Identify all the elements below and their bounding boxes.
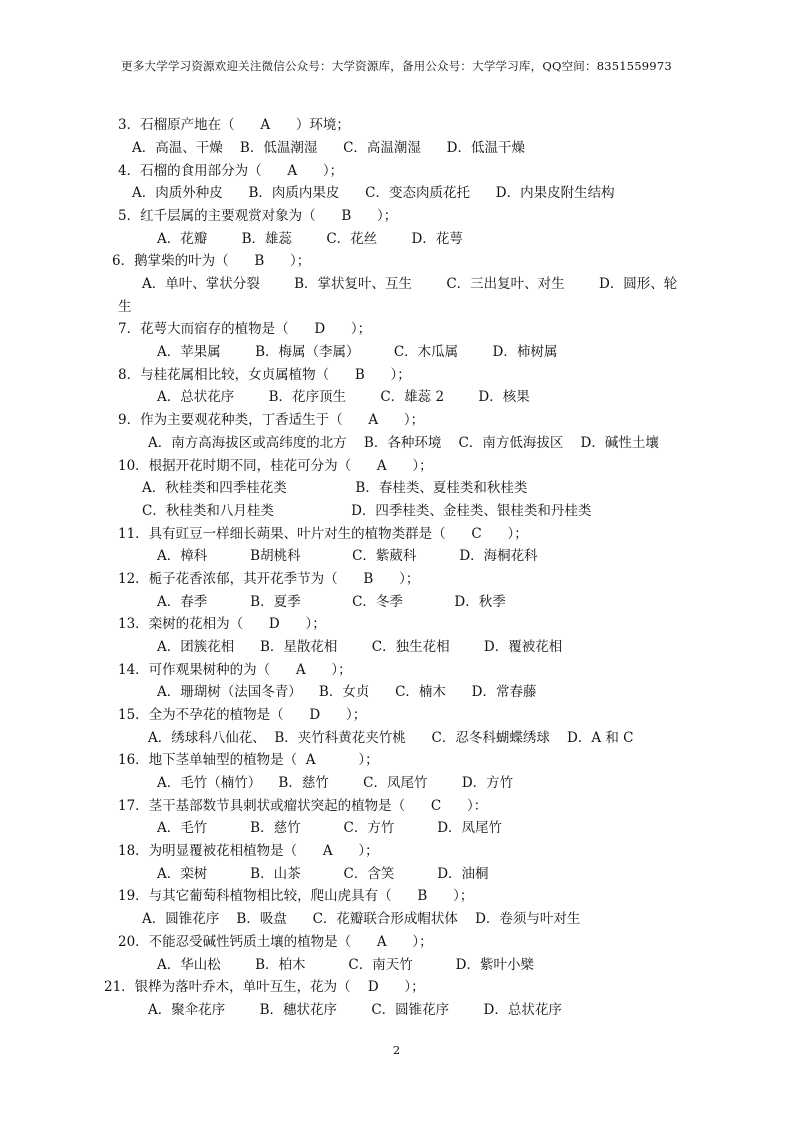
question-16: 16．地下茎单轴型的植物是（ A ）；: [118, 752, 379, 768]
question-14: 14．可作观果树种的为（ A ）；: [118, 662, 352, 678]
options-13: A．团簇花相 B．星散花相 C．独生花相 D．覆被花相: [157, 639, 563, 655]
options-5: A．花瓣 B．雄蕊 C．花丝 D．花萼: [157, 231, 463, 247]
question-21: 21．银桦为落叶乔木，单叶互生，花为（ D ）；: [104, 979, 425, 995]
options-18: A．栾树 B．山茶 C．含笑 D．油桐: [157, 866, 489, 882]
options-21: A．聚伞花序 B．穗状花序 C．圆锥花序 D．总状花序: [148, 1002, 562, 1018]
question-4: 4．石榴的食用部分为（ A ）；: [118, 163, 344, 179]
options-17: A．毛竹 B．慈竹 C．方竹 D．凤尾竹: [157, 820, 503, 836]
options-4: A．肉质外种皮 B．肉质内果皮 C．变态肉质花托 D．内果皮附生结构: [132, 185, 615, 201]
options-14: A．珊瑚树（法国冬青） B．女贞 C．楠木 D．常春藤: [157, 684, 537, 700]
options-20: A．华山松 B．柏木 C．南天竹 D．紫叶小檗: [157, 957, 534, 973]
options-16: A．毛竹（楠竹） B．慈竹 C．凤尾竹 D．方竹: [157, 775, 514, 791]
page-header: 更多大学学习资源欢迎关注微信公众号：大学资源库，备用公众号：大学学习库，QQ空间：8351559973: [121, 59, 672, 73]
question-6: 6．鹅掌柴的叶为（ B ）；: [112, 253, 311, 269]
question-7: 7．花萼大而宿存的植物是（ D ）；: [118, 321, 372, 337]
question-10: 10．根据开花时期不同，桂花可分为（ A ）；: [118, 458, 433, 474]
options-12: A．春季 B．夏季 C．冬季 D．秋季: [157, 594, 506, 610]
options-3: A．高温、干燥 B．低温潮湿 C．高温潮湿 D．低温干燥: [132, 140, 525, 156]
options-19: A．圆锥花序 B．吸盘 C．花瓣联合形成帽状体 D．卷须与叶对生: [142, 911, 581, 927]
question-12: 12．栀子花香浓郁，其开花季节为（ B ）；: [118, 571, 420, 587]
question-11: 11．具有豇豆一样细长蒴果、叶片对生的植物类群是（ C ）；: [118, 526, 528, 542]
question-5: 5．红千层属的主要观赏对象为（ B ）；: [118, 208, 398, 224]
options-10-ab: A．秋桂类和四季桂花类 B．春桂类、夏桂类和秋桂类: [142, 480, 528, 496]
options-15: A．绣球科八仙花、 B．夹竹科黄花夹竹桃 C．忍冬科蝴蝶绣球 D．A 和 C: [148, 730, 634, 746]
page-number: 2: [392, 1043, 401, 1057]
question-13: 13．栾树的花相为（ D ）；: [118, 616, 326, 632]
options-11: A．樟科 B胡桃科 C．紫葳科 D．海桐花科: [157, 548, 538, 564]
question-9: 9．作为主要观花种类，丁香适生于（ A ）；: [118, 412, 425, 428]
question-17: 17．茎干基部数节具刺状或瘤状突起的植物是（ C ）：: [118, 798, 488, 814]
question-3: 3．石榴原产地在（ A ）环境；: [118, 117, 350, 133]
options-9: A．南方高海拔区或高纬度的北方 B．各种环境 C．南方低海拔区 D．碱性土壤: [148, 435, 659, 451]
question-19: 19．与其它葡萄科植物相比较，爬山虎具有（ B ）；: [118, 888, 474, 904]
options-6-cont: 生: [118, 299, 132, 315]
options-6: A．单叶、掌状分裂 B．掌状复叶、互生 C．三出复叶、对生 D．圆形、轮: [142, 276, 678, 292]
options-7: A．苹果属 B．梅属（李属） C．木瓜属 D．柿树属: [157, 344, 558, 360]
question-8: 8．与桂花属相比较，女贞属植物（ B ）；: [118, 367, 411, 383]
question-20: 20．不能忍受碱性钙质土壤的植物是（ A ）；: [118, 934, 433, 950]
options-10-cd: C．秋桂类和八月桂类 D．四季桂类、金桂类、银桂类和丹桂类: [142, 503, 592, 519]
question-15: 15．全为不孕花的植物是（ D ）；: [118, 707, 367, 723]
options-8: A．总状花序 B．花序顶生 C．雄蕊 2 D．核果: [157, 389, 530, 405]
question-18: 18．为明显覆被花相植物是（ A ）；: [118, 843, 379, 859]
